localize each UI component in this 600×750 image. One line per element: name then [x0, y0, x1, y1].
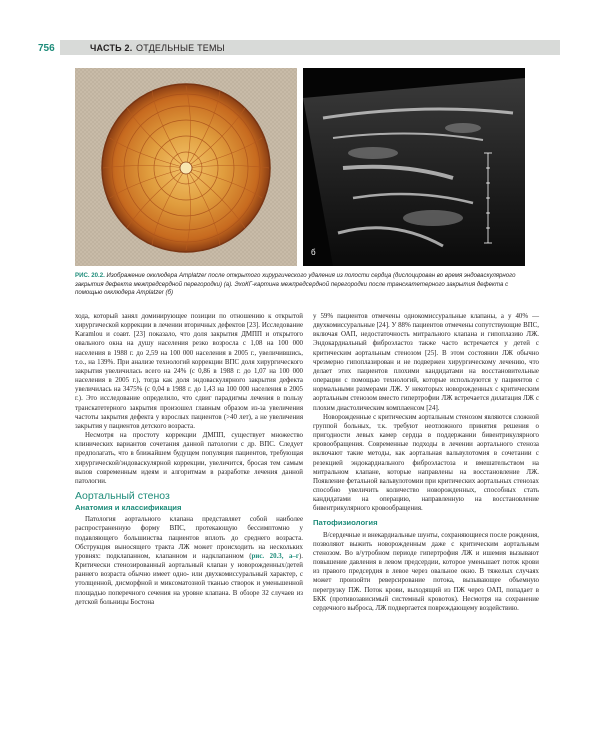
left-text-column	[75, 312, 303, 607]
figure-reference-link[interactable]: рис. 20.3, а–г	[251, 552, 299, 560]
page-number: 756	[38, 43, 55, 54]
paragraph-text: ). Критически стенозированный аортальный клапан у новорожденных/детей раннего возраста обычно имеет одно- или двухкомиссуральный характер, с утолщенной, дисморфной и миксоматозной тканью створок и уменьшенной площадью поперечного сечения на уровне клапана. В обзоре 32 случаев из детской больницы Бостона	[75, 552, 303, 606]
caption-text: Изображение окклюдера Amplatzer после открытого хирургического удаления из полости сердца (дислоцирован во время эндоваскулярного закрытия дефекта межпредсердной перегородки) (а). ЭхоКГ-картина межпредсердной перегородки после транскатетерного закрытия дефекта с помощью окклюдера Amplatzer (б)	[75, 272, 516, 297]
occluder-illustration	[75, 68, 297, 266]
subsection-heading: Патофизиология	[313, 518, 378, 528]
section-heading: Аортальный стеноз	[75, 489, 170, 502]
paragraph: у 59% пациентов отмечены однокомиссуральные клапаны, а у 40% — двухкомиссуральные [24]. У 88% пациентов отмечены сопутствующие ВПС, включая ОАП, недостаточность митрального клапана и гипоплазию ЛЖ. Эндокардиальный фиброэластоз также часто встречается у детей с критическим аортальным стенозом [25]. В этом состоянии ЛЖ обычно чрезмерно гипоплазирован и не подвержен хирургическому лечению, что делает этих пациентов плохими кандидатами на восстановительные операции с помощью технологий, которые используются у пациентов с нормальными размерами ЛЖ. У некоторых новорожденных с критическим аортальным стенозом вместо гипертрофии ЛЖ встречается дилатация ЛЖ с плохим диастолическим комплаенсом [24].	[313, 313, 539, 412]
part-title-bar	[60, 40, 560, 55]
panel-b-letter: б	[311, 248, 316, 257]
part-title: ОТДЕЛЬНЫЕ ТЕМЫ	[136, 43, 225, 53]
paragraph-text: Патология аортального клапана представляет собой наиболее распространенную форму ВПС, протекающую бессимптомно у подавляющего большинства пациентов вплоть до среднего возраста. Обструкция выносящего тракта ЛЖ может происходить на нескольких уровнях: подклапанном, клапанном и надклапанном (	[75, 516, 303, 560]
figure-panel-a-occluder-photo	[75, 68, 297, 266]
paragraph: Несмотря на простоту коррекции ДМПП, существует множество клинических вариантов сочетания данной патологии с др. ВПС. Следует предполагать, что в ближайшем будущем популяция пациентов, требующая хирургической/эндоваскулярной коррекции, увеличится, бросая тем самым вызов современным идеям и алгоритмам в разработке лечения данной патологии.	[75, 432, 303, 485]
paragraph: хода, который занял доминирующее позиции по отношению к открытой хирургической коррекции в лечении вторичных дефектов [23]. Исследование Karamlou и соавт. [23] показало, что доля закрытия ДМПП и открытого овального окна на душу населения резко возросла с 1,08 на 100 000 населения в 1988 г. до 2,59 на 100 000 населения в 2005 г., увеличившись, т.о., на 139%. При анализе технологий коррекции ВПС доля хирургического закрытия увеличилась всего на 24% (с 0,86 в 1988 г. до 1,07 на 100 000 населения в 2005 г.), тогда как доля эндоваскулярного закрытия дефекта увеличилась на 3475% (с 0,04 в 1988 г. до 1,43 на 100 000 населения в 2005 г.). Это исследование определило, что сдвиг парадигмы лечения в пользу транскатетерного закрытия произошел главным образом из-за увеличения частоты закрытия дефекта у взрослых пациентов (>40 лет), а не увеличения закрытия у пациентов детского возраста.	[75, 313, 303, 430]
subsection-heading: Анатомия и классификация	[75, 503, 182, 513]
figure-panel-b-echo-image	[303, 68, 525, 266]
paragraph: В/сердечные и внекардиальные шунты, сохраняющиеся после рождения, позволяют выжить новорожденным даже с критическим аортальным стенозом. Во в/утробном периоде гипертрофия ЛЖ и ишемия вызывают повышение давления в левом предсердии, которое уменьшает поток крови из правого предсердия в левое через овальное окно. В тяжелых случаях может произойти реверсирование потока, вызывающее объемную перегрузку ПЖ. Поток крови, выходящий из ПЖ через ОАП, попадает в БКК (противозависимый системный кровоток). Несмотря на сохранение сердечного выброса, ЛЖ подвергается повреждающему воздействию.	[313, 531, 539, 612]
right-text-column	[313, 312, 539, 613]
echocardiogram-illustration	[303, 68, 525, 266]
caption-label: РИС. 20.2.	[75, 272, 105, 279]
page-header	[0, 38, 600, 58]
paragraph: Новорожденные с критическим аортальным стенозом являются сложной группой больных, т.к. требуют неотложного принятия решения о пригодности левых камер сердца в поддержании бивентрикулярного кровообращения. Современные подходы в лечении аортального стеноза включают такие методы, как аортальная вальвулотомия в сочетании с резекцией эндокардиального фиброэластоза и вмешательством на митральном клапане, которые направлены на восстановление ЛЖ. Появление фетальной вальвулотомии при критических аортальных стенозах способно увеличить количество новорожденных, способных стать кандидатами на операцию, направленную на восстановление бивентрикулярного кровообращения.	[313, 413, 539, 513]
paragraph	[75, 515, 303, 607]
figure-caption	[75, 272, 530, 298]
part-label: ЧАСТЬ 2.	[90, 43, 133, 53]
